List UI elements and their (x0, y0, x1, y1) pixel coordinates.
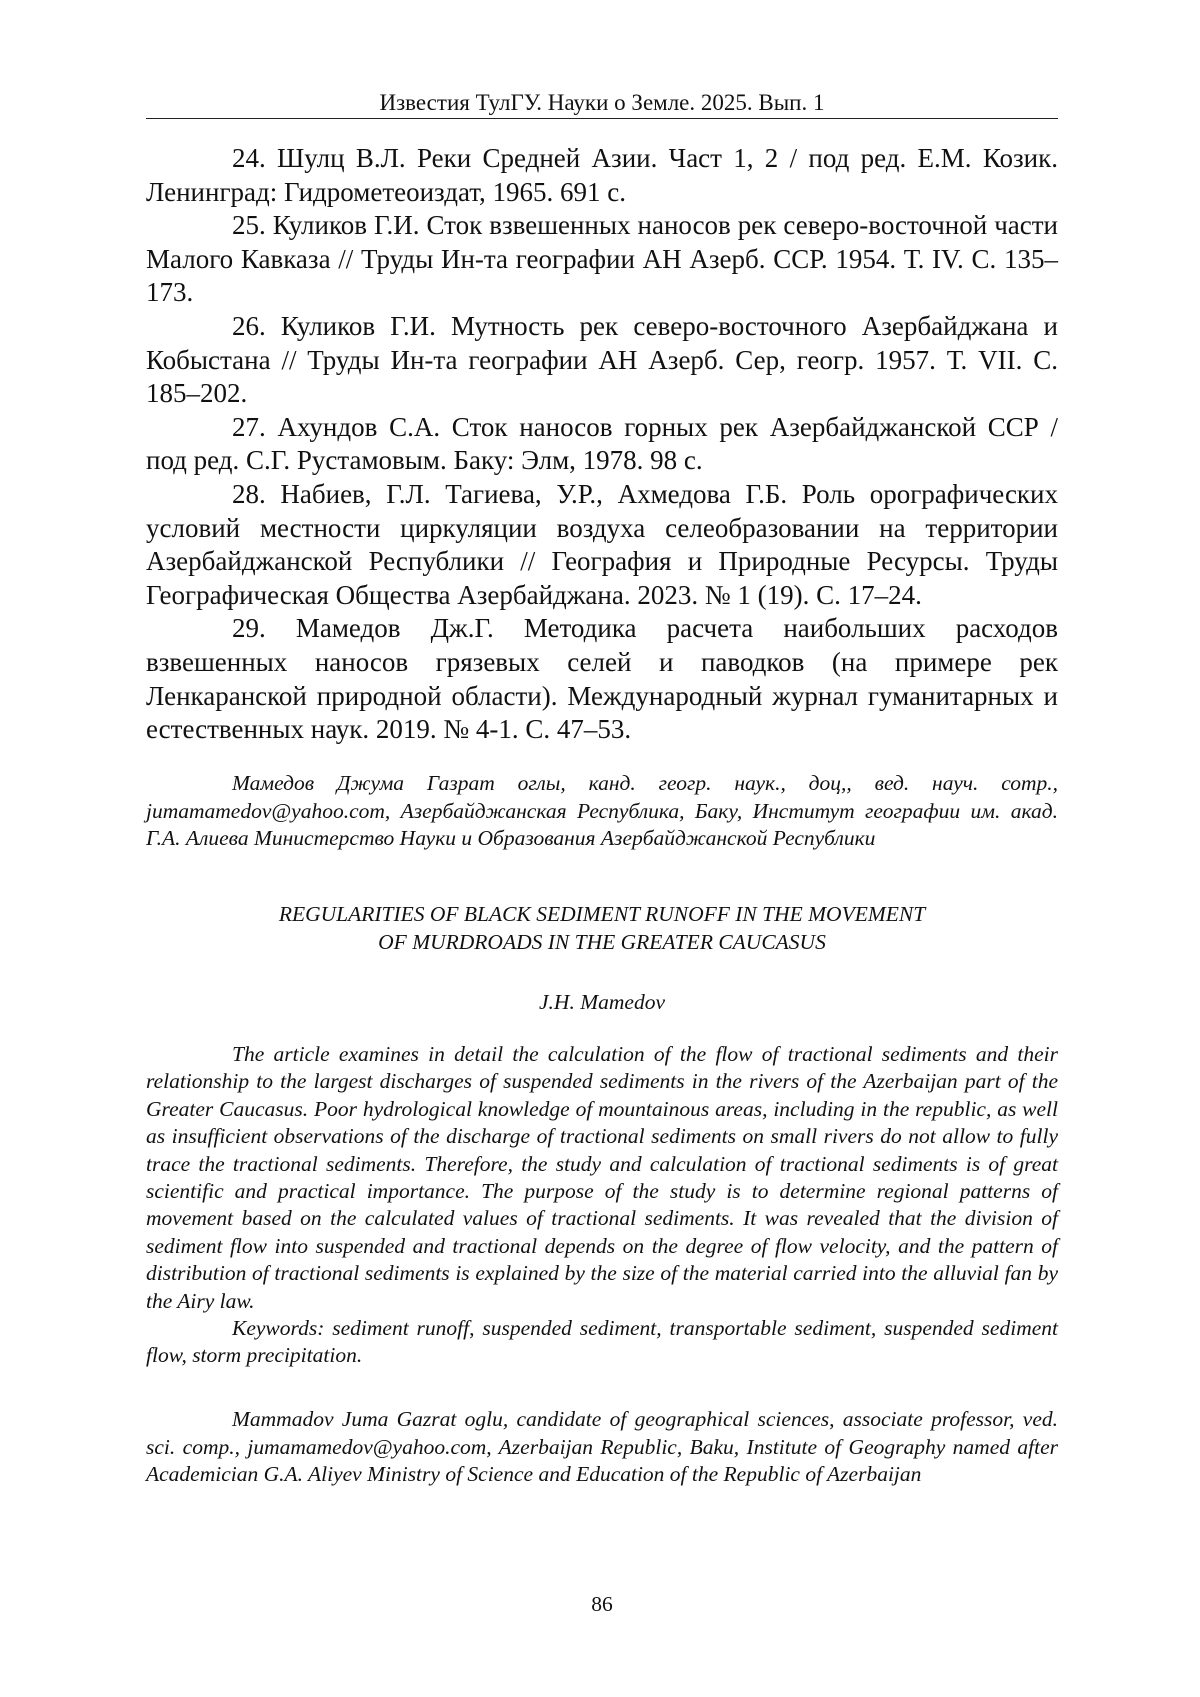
article-title-en (146, 900, 1058, 956)
header-divider (146, 118, 1058, 119)
article-title-line: REGULARITIES OF BLACK SEDIMENT RUNOFF IN THE MOVEMENT (278, 902, 926, 926)
reference-item: 26. Куликов Г.И. Мутность рек северо-восточного Азербайджана и Кобыстана // Труды Ин-та географии АН Азерб. Сер, геогр. 1957. Т. VII. С. 185–202. (146, 310, 1058, 409)
reference-item: 28. Набиев, Г.Л. Тагиева, У.Р., Ахмедова Г.Б. Роль орографических условий местности циркуляции воздуха селеобразовании на территории Азербайджанской Республики // География и Природные Ресурсы. Труды Географическая Общества Азербайджана. 2023. № 1 (19). С. 17–24. (146, 478, 1058, 610)
abstract-text: The article examines in detail the calculation of the flow of tractional sediments and their relationship to the largest discharges of suspended sediments in the rivers of the Azerbaijan part of the Greater Caucasus. Poor hydrological knowledge of mountainous areas, including in the republic, as well as insufficient observations of the discharge of tractional sediments on small rivers do not allow to fully trace the tractional sediments. Therefore, the study and calculation of tractional sediments is of great scientific and practical importance. The purpose of the study is to determine regional patterns of movement based on the calculated values of tractional sediments. It was revealed that the division of sediment flow into suspended and tractional depends on the degree of flow velocity, and the pattern of distribution of tractional sediments is explained by the size of the material carried into the alluvial fan by the Airy law. (146, 1042, 1058, 1313)
page-number: 86 (591, 1592, 613, 1616)
author-info-en-text: Mammadov Juma Gazrat oglu, candidate of geographical sciences, associate professor, ved. sci. comp., jumamamedov@yahoo.com, Azerbaijan Republic, Baku, Institute of Geography named after Academician G.A. Aliyev Ministry of Science and Education of the Republic of Azerbaijan (146, 1407, 1058, 1486)
reference-item: 27. Ахундов С.А. Сток наносов горных рек Азербайджанской ССР / под ред. С.Г. Рустамовым. Баку: Элм, 1978. 98 с. (146, 411, 1058, 476)
reference-item: 25. Куликов Г.И. Сток взвешенных наносов рек северо-восточной части Малого Кавказа // Труды Ин-та географии АН Азерб. ССР. 1954. Т. IV. С. 135–173. (146, 210, 1058, 308)
running-header: Известия ТулГУ. Науки о Земле. 2025. Вып. 1 (379, 90, 825, 115)
author-info-ru-text: Мамедов Джума Газрат оглы, канд. геогр. наук., доц,, вед. науч. сотр., jumamamedov@yahoo.com, Азербайджанская Республика, Баку, Институт географии им. акад. Г.А. Алиева Министерство Науки и Образования Азербайджанской Республики (146, 771, 1058, 850)
author-info-ru (146, 770, 1058, 853)
reference-item: 29. Мамедов Дж.Г. Методика расчета наибольших расходов взвешенных наносов грязевых селей и паводков (на примере рек Ленкаранской природной области). Международный журнал гуманитарных и естественных наук. 2019. № 4-1. С. 47–53. (146, 613, 1058, 745)
article-title-line: OF MURDROADS IN THE GREATER CAUCASUS (378, 930, 826, 954)
article-author-en: J.H. Mamedov (539, 990, 665, 1014)
abstract-en (146, 1041, 1058, 1370)
keywords: Keywords: sediment runoff, suspended sediment, transportable sediment, suspended sediment flow, storm precipitation. (146, 1316, 1058, 1368)
reference-item: 24. Шулц В.Л. Реки Средней Азии. Част 1, 2 / под ред. Е.М. Козик. Ленинград: Гидрометеоиздат, 1965. 691 с. (146, 143, 1058, 207)
author-info-en (146, 1406, 1058, 1489)
reference-list (146, 142, 1058, 747)
